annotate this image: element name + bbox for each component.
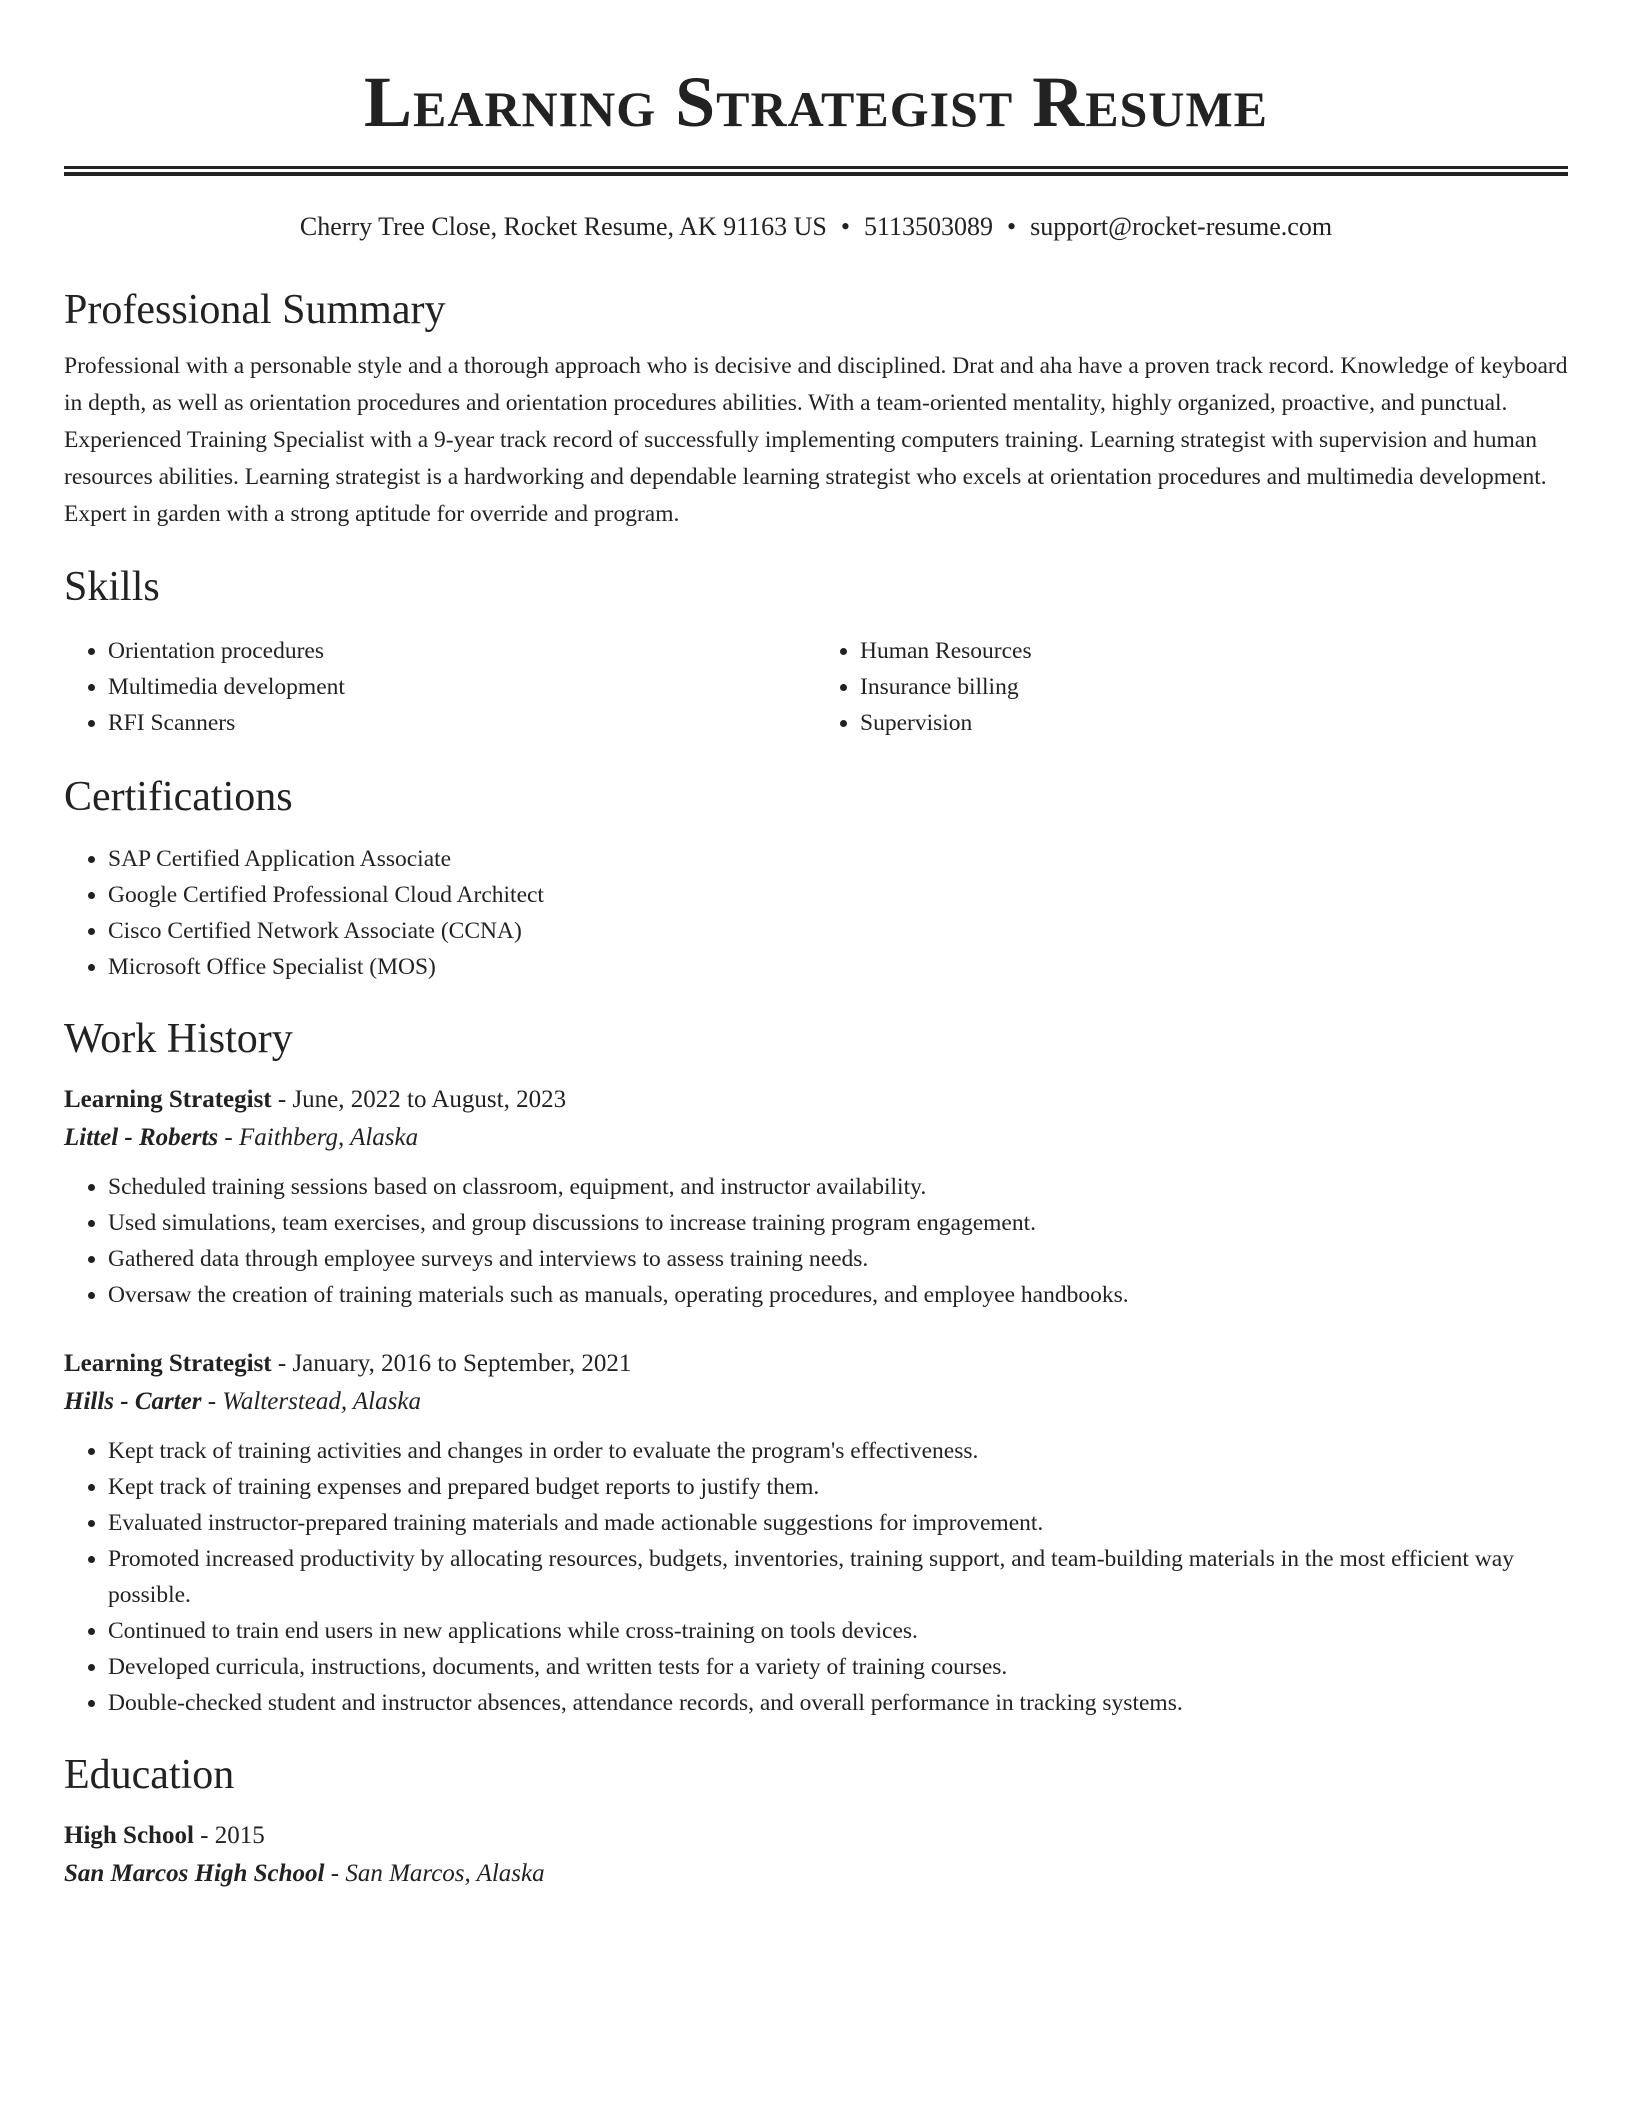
education-section <box>64 1749 1568 1893</box>
education-school-line <box>64 1855 1568 1893</box>
contact-line <box>64 210 1568 244</box>
job-bullet: • Oversaw the creation of training materials such as manuals, operating procedures, and employee handbooks. <box>108 1277 1568 1313</box>
certification-item: • SAP Certified Application Associate <box>108 841 1568 877</box>
skills-columns <box>64 633 1568 741</box>
education-year: - 2015 <box>193 1822 265 1849</box>
education-degree: High School <box>64 1822 194 1849</box>
title-divider <box>64 166 1568 176</box>
contact-phone: 5113503089 <box>864 212 994 241</box>
education-school: San Marcos High School <box>64 1860 325 1887</box>
job-entry <box>64 1081 1568 1313</box>
skills-list-left <box>64 633 816 741</box>
skills-section <box>64 561 1568 741</box>
certification-item: • Cisco Certified Network Associate (CCNA) <box>108 913 1568 949</box>
job-bullet: • Scheduled training sessions based on classroom, equipment, and instructor availability. <box>108 1169 1568 1205</box>
job-dates: - June, 2022 to August, 2023 <box>271 1086 567 1113</box>
skill-item: • Insurance billing <box>860 669 1568 705</box>
job-title-line <box>64 1345 1568 1383</box>
work-history-section <box>64 1013 1568 1721</box>
job-bullet: • Continued to train end users in new applications while cross-training on tools devices. <box>108 1613 1568 1649</box>
skills-heading: Skills <box>64 564 160 610</box>
education-heading: Education <box>64 1752 235 1798</box>
skill-item: • Multimedia development <box>108 669 816 705</box>
job-company-line <box>64 1383 1568 1421</box>
job-bullet: • Developed curricula, instructions, documents, and written tests for a variety of training courses. <box>108 1649 1568 1685</box>
summary-heading: Professional Summary <box>64 287 446 333</box>
job-company-line <box>64 1119 1568 1157</box>
education-location: - San Marcos, Alaska <box>324 1860 545 1887</box>
job-bullet: • Promoted increased productivity by allocating resources, budgets, inventories, training support, and team-building materials in the most efficient way possible. <box>108 1541 1568 1613</box>
job-bullet: • Kept track of training activities and changes in order to evaluate the program's effectiveness. <box>108 1433 1568 1469</box>
skill-item: • RFI Scanners <box>108 705 816 741</box>
contact-address: Cherry Tree Close, Rocket Resume, AK 91163 US <box>299 212 827 241</box>
contact-email: support@rocket-resume.com <box>1030 212 1333 241</box>
page-title: Learning Strategist Resume <box>363 62 1269 142</box>
skill-item: • Orientation procedures <box>108 633 816 669</box>
summary-section <box>64 284 1568 533</box>
job-bullet: • Used simulations, team exercises, and group discussions to increase training program engagement. <box>108 1205 1568 1241</box>
job-title: Learning Strategist <box>64 1086 272 1113</box>
job-bullet: • Kept track of training expenses and prepared budget reports to justify them. <box>108 1469 1568 1505</box>
skill-item: • Human Resources <box>860 633 1568 669</box>
certifications-list <box>64 841 1568 985</box>
job-company: Littel - Roberts <box>64 1124 219 1151</box>
job-title-line <box>64 1081 1568 1119</box>
job-entry <box>64 1345 1568 1721</box>
job-title: Learning Strategist <box>64 1350 272 1377</box>
job-location: - Walterstead, Alaska <box>201 1388 421 1415</box>
certification-item: • Google Certified Professional Cloud Architect <box>108 877 1568 913</box>
certifications-heading: Certifications <box>64 774 293 820</box>
skills-list-right <box>816 633 1568 741</box>
contact-separator: • <box>1007 212 1017 241</box>
job-location: - Faithberg, Alaska <box>218 1124 419 1151</box>
job-company: Hills - Carter <box>64 1388 202 1415</box>
work-history-heading: Work History <box>64 1016 293 1062</box>
job-dates: - January, 2016 to September, 2021 <box>271 1350 632 1377</box>
job-bullet: • Evaluated instructor-prepared training materials and made actionable suggestions for improvement. <box>108 1505 1568 1541</box>
education-degree-line <box>64 1817 1568 1855</box>
summary-text: Professional with a personable style and a thorough approach who is decisive and disciplined. Drat and aha have a proven track record. Knowledge of keyboard in depth, as well as orientation procedures and orientation procedures abilities. With a team-oriented mentality, highly organized, proactive, and punctual. Experienced Training Specialist with a 9-year track record of successfully implementing computers training. Learning strategist with supervision and human resources abilities. Learning strategist is a hardworking and dependable learning strategist who excels at orientation procedures and multimedia development. Expert in garden with a strong aptitude for override and program. <box>64 353 1568 527</box>
job-bullet: • Double-checked student and instructor absences, attendance records, and overall performance in tracking systems. <box>108 1685 1568 1721</box>
job-bullet: • Gathered data through employee surveys and interviews to assess training needs. <box>108 1241 1568 1277</box>
contact-separator: • <box>840 212 850 241</box>
certifications-section <box>64 771 1568 985</box>
skill-item: • Supervision <box>860 705 1568 741</box>
job-bullets <box>64 1433 1568 1721</box>
job-bullets <box>64 1169 1568 1313</box>
certification-item: • Microsoft Office Specialist (MOS) <box>108 949 1568 985</box>
